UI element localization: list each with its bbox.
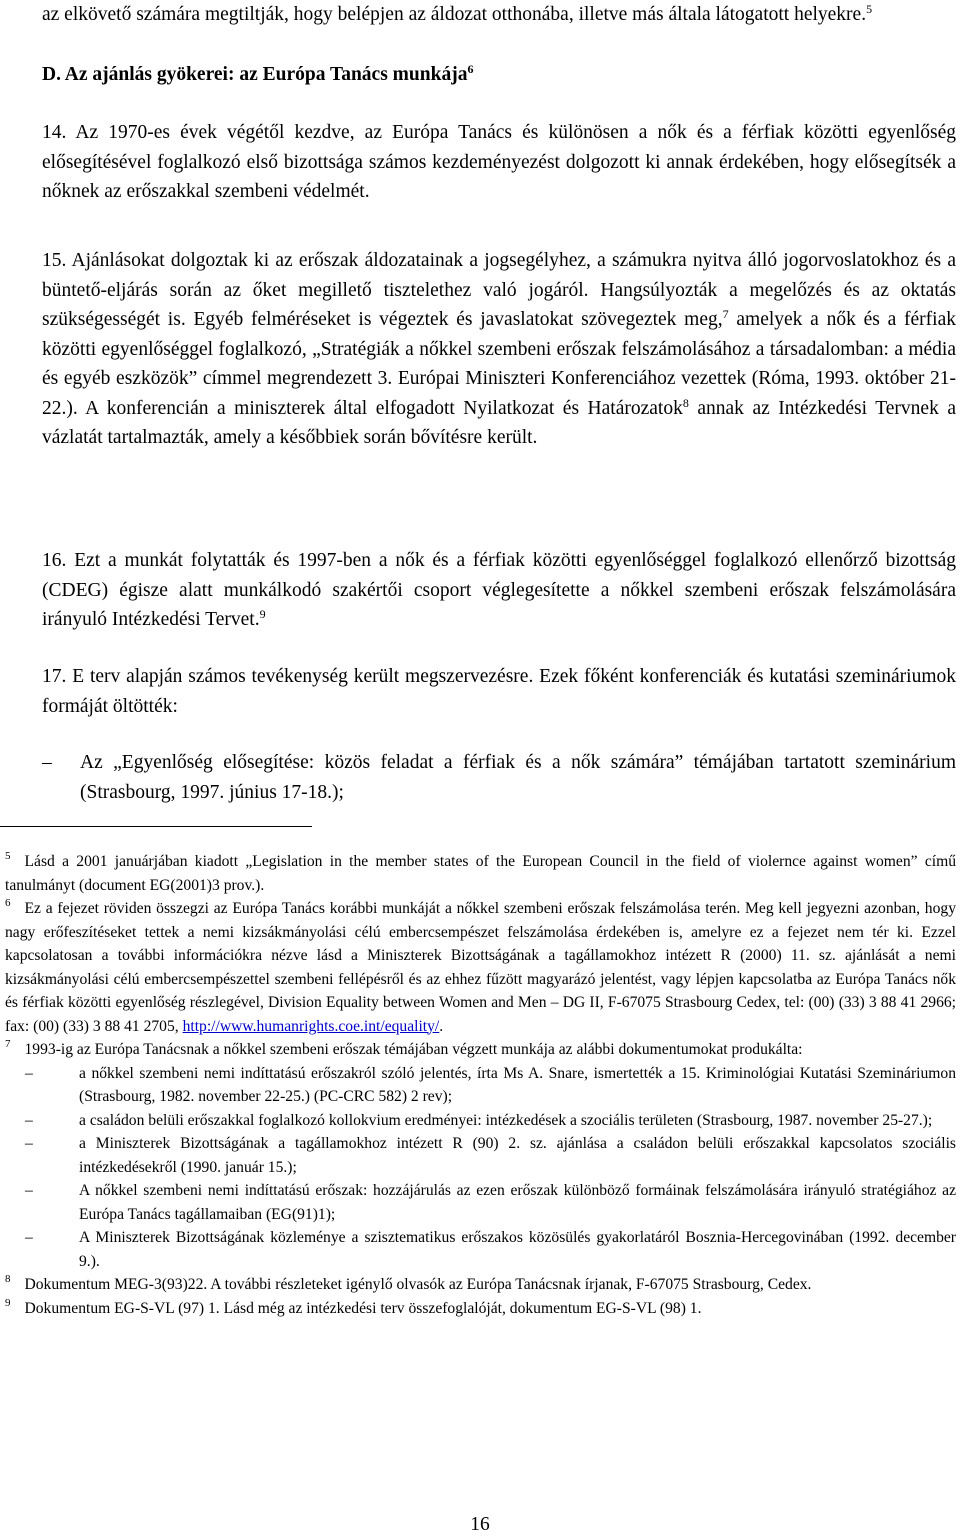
bullet-list-item [42, 748, 956, 807]
footnote-7-item [5, 1132, 956, 1179]
footnote-text: 1993-ig az Európa Tanácsnak a nőkkel szembeni erőszak témájában végzett munkája az alábbi dokumentumokat produkálta: [24, 1041, 803, 1058]
footnotes-section [5, 850, 956, 1320]
bullet-text: Az „Egyenlőség elősegítése: közös feladat a férfiak és a nők számára” témájában tartatott szeminárium (Strasbourg, 1997. június 17-18.); [80, 752, 956, 803]
paragraph-text: E terv alapján számos tevékenység került megszervezésre. Ezek főként konferenciák és kutatási szemináriumok formáját öltötték: [42, 666, 957, 717]
footnote-text: Ez a fejezet röviden összegzi az Európa Tanács korábbi munkáját a nőkkel szembeni erőszak felszámolása terén. Meg kell jegyezni azonban, hogy nagy erőfeszítéseket tettek a nemi kizsákmányolási célú embercsempészet felszámolása érdekében is, amelyre ez a fejezet nem tér ki. Ezzel kapcsolatosan a további információkra nézve lásd a Miniszterek Bizottságának a tagállamokhoz intézett R (2000) 11. sz. ajánlását a nemi kizsákmányolási célú embercsempészettel szembeni fellépésről és az ehhez fűzött magyarázó jelentést, vagy lépjen kapcsolatba az Európa Tanács nők és férfiak közötti egyenlőség részlegével, Division Equality between Women and Men – DG II, F-67075 Strasbourg Cedex, tel: (00) (33) 3 88 41 2966; fax: (00) (33) 3 88 41 2705, [5, 900, 956, 1035]
paragraph-number: 16. [42, 550, 67, 571]
dash-bullet: – [25, 1229, 33, 1246]
paragraph-text: Az 1970-es évek végétől kezdve, az Európa Tanács és különösen a nők és a férfiak közötti egyenlőség elősegítésével foglalkozó első bizottsága számos kezdeményezést dolgozott ki annak érdekében, hogy elősegítsék a nőknek az erőszakkal szembeni védelmét. [42, 122, 956, 202]
dash-bullet: – [25, 1182, 33, 1199]
footnote-number: 6 [5, 897, 11, 909]
footnote-separator [0, 826, 312, 827]
footnote-7-item [5, 1109, 956, 1133]
footnote-number: 7 [5, 1038, 11, 1050]
footnote-text: Dokumentum MEG-3(93)22. A további részleteket igénylő olvasók az Európa Tanácsnak írjanak, F-67075 Strasbourg, Cedex. [24, 1276, 812, 1293]
paragraph-text: annak az Intézkedési Tervnek a vázlatát tartalmazták, amely a későbbiek során bővítésre került. [42, 397, 957, 448]
footnote-ref-8[interactable]: 8 [682, 395, 689, 410]
continuation-paragraph [42, 0, 956, 29]
footnote-item-text: A Miniszterek Bizottságának közleménye a szisztematikus erőszakos közösülés gyakorlatáról Bosznia-Hercegovinában (1992. december 9.). [79, 1229, 956, 1270]
dash-bullet: – [25, 1135, 33, 1152]
section-heading [42, 60, 473, 89]
footnote-5 [5, 850, 956, 897]
page-number: 16 [470, 1514, 490, 1535]
paragraph-text: amelyek a nők és a férfiak közötti egyenlőséggel foglalkozó, „Stratégiák a nőkkel szembeni erőszak felszámolásához a társadalomban: a média és egyéb eszközök” címmel megrendezett 3. Európai Miniszteri Konferenciához vezettek (Róma, 1993. október 21-22.). A konferencián a miniszterek által elfogadott Nyilatkozat és Határozatok [42, 309, 956, 419]
footnote-7-item [5, 1226, 956, 1273]
footnote-7-item [5, 1062, 956, 1109]
dash-bullet: – [42, 752, 52, 773]
footnote-number: 5 [5, 850, 11, 862]
footnote-ref-5[interactable]: 5 [866, 2, 873, 16]
dash-bullet: – [25, 1111, 33, 1129]
paragraph-number: 17. [42, 666, 67, 687]
footnote-text: Dokumentum EG-S-VL (97) 1. Lásd még az intézkedési terv összefoglalóját, dokumentum EG-S-VL (98) 1. [24, 1299, 702, 1317]
footnote-9 [5, 1297, 956, 1321]
dash-bullet: – [25, 1064, 33, 1082]
paragraph-14 [42, 118, 956, 207]
footnote-text: Lásd a 2001 januárjában kiadott „Legislation in the member states of the European Council in the field of violernce against women” című tanulmányt (document EG(2001)3 prov.). [5, 853, 956, 894]
footnote-number: 9 [5, 1296, 11, 1309]
paragraph-text: Ezt a munkát folytatták és 1997-ben a nők és a férfiak közötti egyenlőséggel foglalkozó ellenőrző bizottság (CDEG) égisze alatt munkálkodó szakértői csoport véglegesítette a nőkkel szembeni erőszak felszámolására irányuló Intézkedési Tervet. [42, 550, 957, 630]
footnote-item-text: a családon belüli erőszakkal foglalkozó kollokvium eredményei: intézkedések a szociális területen (Strasbourg, 1987. november 25-27.); [79, 1111, 933, 1129]
paragraph-number: 15. [42, 250, 67, 271]
footnote-ref-9[interactable]: 9 [259, 607, 266, 621]
footnote-7 [5, 1038, 956, 1062]
footnote-6 [5, 897, 956, 1038]
footnote-number: 8 [5, 1273, 11, 1285]
equality-link[interactable]: http://www.humanrights.coe.int/equality/ [182, 1017, 440, 1035]
footnote-item-text: a Miniszterek Bizottságának a tagállamokhoz intézett R (90) 2. sz. ajánlása a családon belüli erőszakkal kapcsolatos szociális intézkedésekről (1990. január 15.); [79, 1135, 956, 1176]
footnote-punctuation: . [439, 1017, 444, 1035]
paragraph-17 [42, 662, 956, 721]
footnote-ref-7[interactable]: 7 [722, 307, 729, 321]
footnote-7-item [5, 1179, 956, 1226]
section-heading-text: D. Az ajánlás gyökerei: az Európa Tanács munkája [42, 64, 468, 85]
paragraph-number: 14. [42, 122, 67, 143]
footnote-item-text: a nőkkel szembeni nemi indíttatású erőszakról szóló jelentés, írta Ms A. Snare, ismertették a 15. Kriminológiai Kutatási Szemináriumon (Strasbourg, 1982. november 22-25.) (PC-CRC 582) 2 rev); [79, 1064, 956, 1105]
footnote-8 [5, 1273, 956, 1297]
footnote-item-text: A nőkkel szembeni nemi indíttatású erőszak: hozzájárulás az ezen erőszak különböző formáinak felszámolására irányuló stratégiához az Európa Tanács tagállamaiban (EG(91)1); [79, 1182, 956, 1223]
footnote-ref-6[interactable]: 6 [467, 62, 474, 76]
paragraph-15 [42, 246, 956, 453]
paragraph-16 [42, 546, 956, 635]
continuation-text: az elkövető számára megtiltják, hogy belépjen az áldozat otthonába, illetve más általa látogatott helyekre. [42, 4, 867, 25]
paragraph-text: Ajánlásokat dolgoztak ki az erőszak áldozatainak a jogsegélyhez, a számukra nyitva álló jogorvoslatokhoz és a büntető-eljárás során az őket megillető tisztelethez való jogáról. Hangsúlyozták a megelőzés és az oktatás szükségességét is. Egyéb felméréseket is végeztek és javaslatokat szövegeztek meg, [42, 250, 956, 330]
